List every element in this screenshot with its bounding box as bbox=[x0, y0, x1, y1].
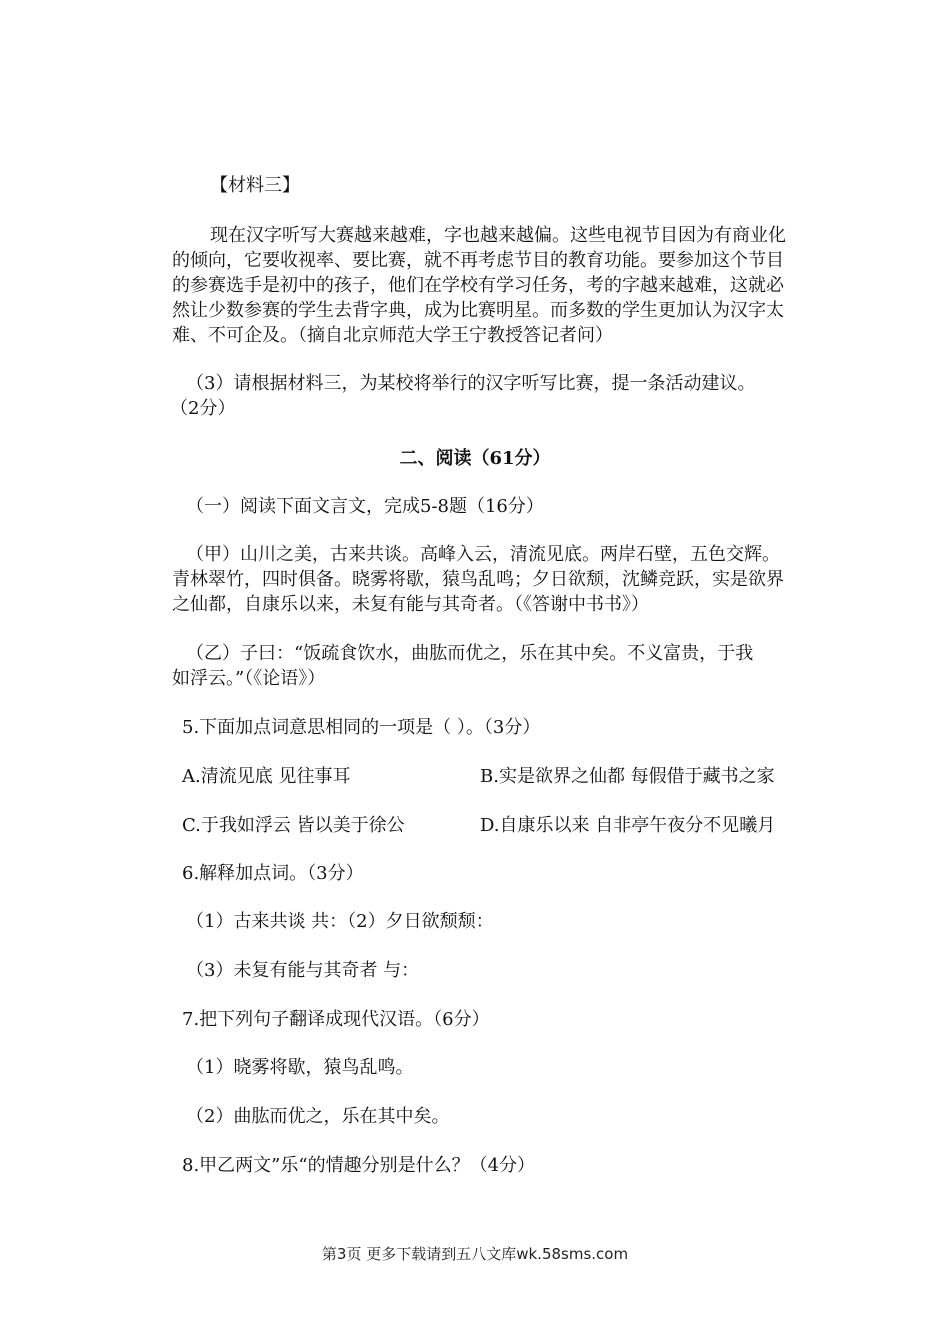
material3-line: 然让少数参赛的学生去背字典，成为比赛明星。而多数的学生更加认为汉字太 bbox=[172, 300, 784, 321]
question-3-line2: （2分） bbox=[170, 398, 236, 419]
material3-line: 的参赛选手是初中的孩子，他们在学校有学习任务，考的字越来越难，这就必 bbox=[172, 275, 784, 296]
passage-yi-line: 如浮云。”（《论语》） bbox=[172, 668, 326, 689]
question-8-stem: 8.甲乙两文”乐“的情趣分别是什么？（4分） bbox=[182, 1155, 536, 1176]
part1-intro: （一）阅读下面文言文，完成5-8题（16分） bbox=[186, 496, 544, 517]
question-6-item: （1）古来共谈 共：（2）夕日欲颓颓： bbox=[186, 911, 494, 932]
question-6-stem: 6.解释加点词。（3分） bbox=[182, 863, 364, 884]
question-3-line1: （3）请根据材料三，为某校将举行的汉字听写比赛，提一条活动建议。 bbox=[186, 373, 756, 394]
material3-line: 现在汉字听写大赛越来越难，字也越来越偏。这些电视节目因为有商业化 bbox=[210, 225, 786, 246]
passage-yi-line: （乙）子曰：“饭疏食饮水，曲肱而优之，乐在其中矣。不义富贵，于我 bbox=[186, 643, 754, 664]
question-5-option-d: D.自康乐以来 自非亭午夜分不见曦月 bbox=[480, 815, 776, 836]
passage-jia-line: （甲）山川之美，古来共谈。高峰入云，清流见底。两岸石壁，五色交辉。 bbox=[186, 544, 780, 565]
question-7-stem: 7.把下列句子翻译成现代汉语。（6分） bbox=[182, 1009, 490, 1030]
question-5-option-b: B.实是欲界之仙都 每假借于藏书之家 bbox=[480, 766, 775, 787]
question-5-stem: 5.下面加点词意思相同的一项是（ ）。（3分） bbox=[182, 717, 541, 738]
material3-line: 难、不可企及。（摘自北京师范大学王宁教授答记者问） bbox=[172, 325, 613, 346]
question-6-item: （3）未复有能与其奇者 与： bbox=[186, 960, 420, 981]
question-5-option-a: A.清流见底 见往事耳 bbox=[182, 766, 351, 787]
material3-line: 的倾向，它要收视率、要比赛，就不再考虑节目的教育功能。要参加这个节目 bbox=[172, 250, 784, 271]
question-5-option-c: C.于我如浮云 皆以美于徐公 bbox=[182, 815, 405, 836]
question-7-item: （1）晓雾将歇，猿鸟乱鸣。 bbox=[186, 1057, 414, 1078]
section-title: 二、阅读（61分） bbox=[399, 448, 551, 469]
page-footer: 第3页 更多下载请到五八文库wk.58sms.com bbox=[321, 1245, 629, 1263]
material3-heading: 【材料三】 bbox=[210, 175, 300, 196]
passage-jia-line: 青林翠竹，四时俱备。晓雾将歇，猿鸟乱鸣；夕日欲颓，沈鳞竞跃，实是欲界 bbox=[172, 569, 784, 590]
question-7-item: （2）曲肱而优之，乐在其中矣。 bbox=[186, 1106, 450, 1127]
passage-jia-line: 之仙都，自康乐以来，未复有能与其奇者。（《答谢中书书》） bbox=[172, 594, 649, 615]
